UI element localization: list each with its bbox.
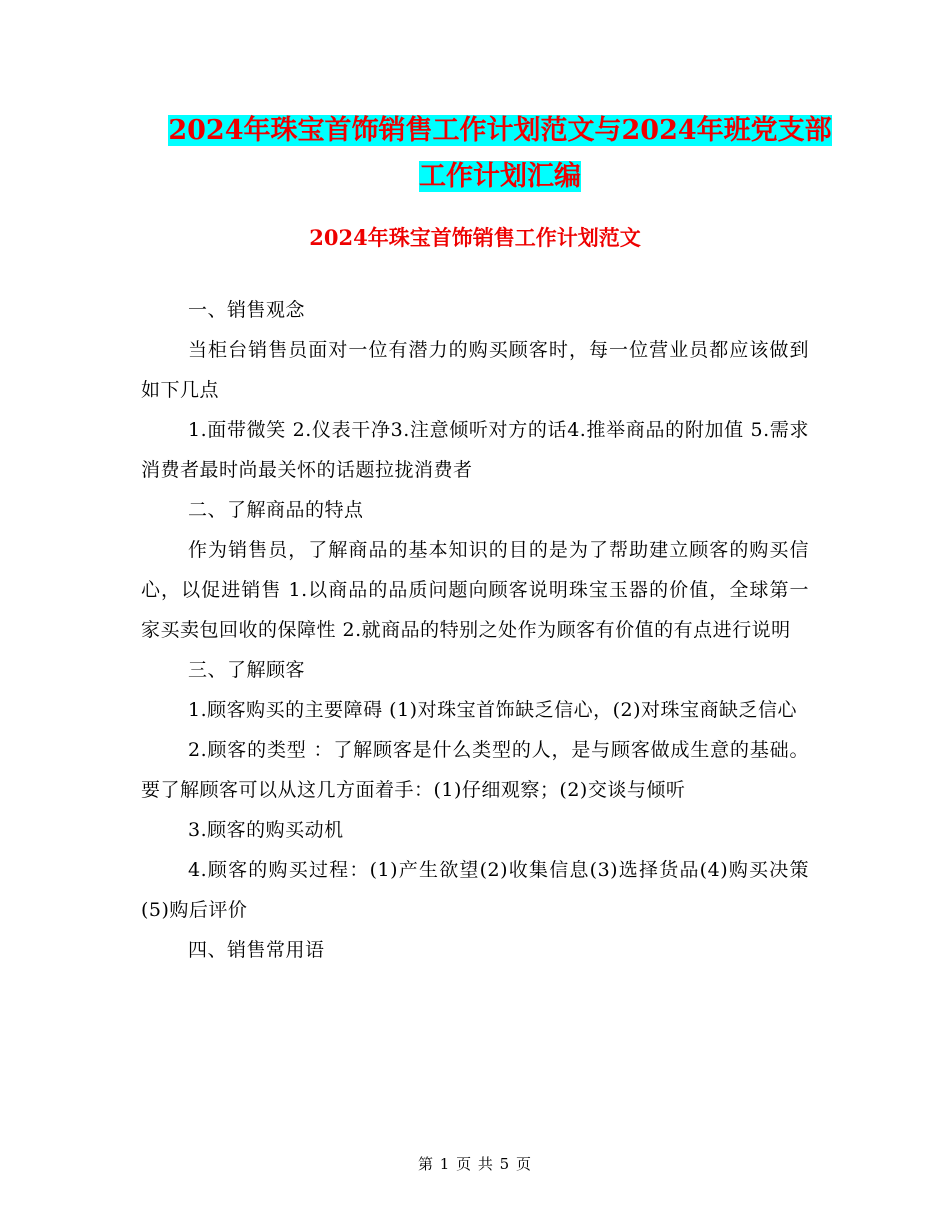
paragraph: 当柜台销售员面对一位有潜力的购买顾客时，每一位营业员都应该做到如下几点 (141, 339, 809, 401)
document-title-line-2: 工作计划汇编 (419, 161, 581, 192)
page-footer: 第 1 页 共 5 页 (418, 1155, 532, 1173)
paragraph: 作为销售员，了解商品的基本知识的目的是为了帮助建立顾客的购买信心，以促进销售 1.以商品的品质问题向顾客说明珠宝玉器的价值，全球第一家买卖包回收的保障性 2.就商品的特别之处作为顾客有价值的有点进行说明 (141, 539, 809, 641)
heading-sales-phrases: 四、销售常用语 (188, 939, 325, 961)
section-title: 2024年珠宝首饰销售工作计划范文 (309, 225, 641, 250)
paragraph: 1.顾客购买的主要障碍 (1)对珠宝首饰缺乏信心，(2)对珠宝商缺乏信心 (188, 699, 797, 721)
paragraph: 4.顾客的购买过程：(1)产生欲望(2)收集信息(3)选择货品(4)购买决策(5)购后评价 (141, 859, 809, 921)
heading-sales-concept: 一、销售观念 (188, 299, 306, 321)
document-title (140, 108, 860, 200)
document-title-line-1: 2024年珠宝首饰销售工作计划范文与2024年班党支部 (168, 115, 832, 146)
paragraph: 1.面带微笑 2.仪表干净3.注意倾听对方的话4.推举商品的附加值 5.需求消费者最时尚最关怀的话题拉拢消费者 (141, 419, 809, 481)
heading-know-customer: 三、了解顾客 (188, 659, 306, 681)
document-body (141, 290, 809, 970)
paragraph: 2.顾客的类型 ：了解顾客是什么类型的人，是与顾客做成生意的基础。要了解顾客可以从这几方面着手：(1)仔细观察；(2)交谈与倾听 (141, 739, 809, 801)
heading-product-features: 二、了解商品的特点 (188, 499, 364, 521)
paragraph: 3.顾客的购买动机 (188, 819, 344, 841)
